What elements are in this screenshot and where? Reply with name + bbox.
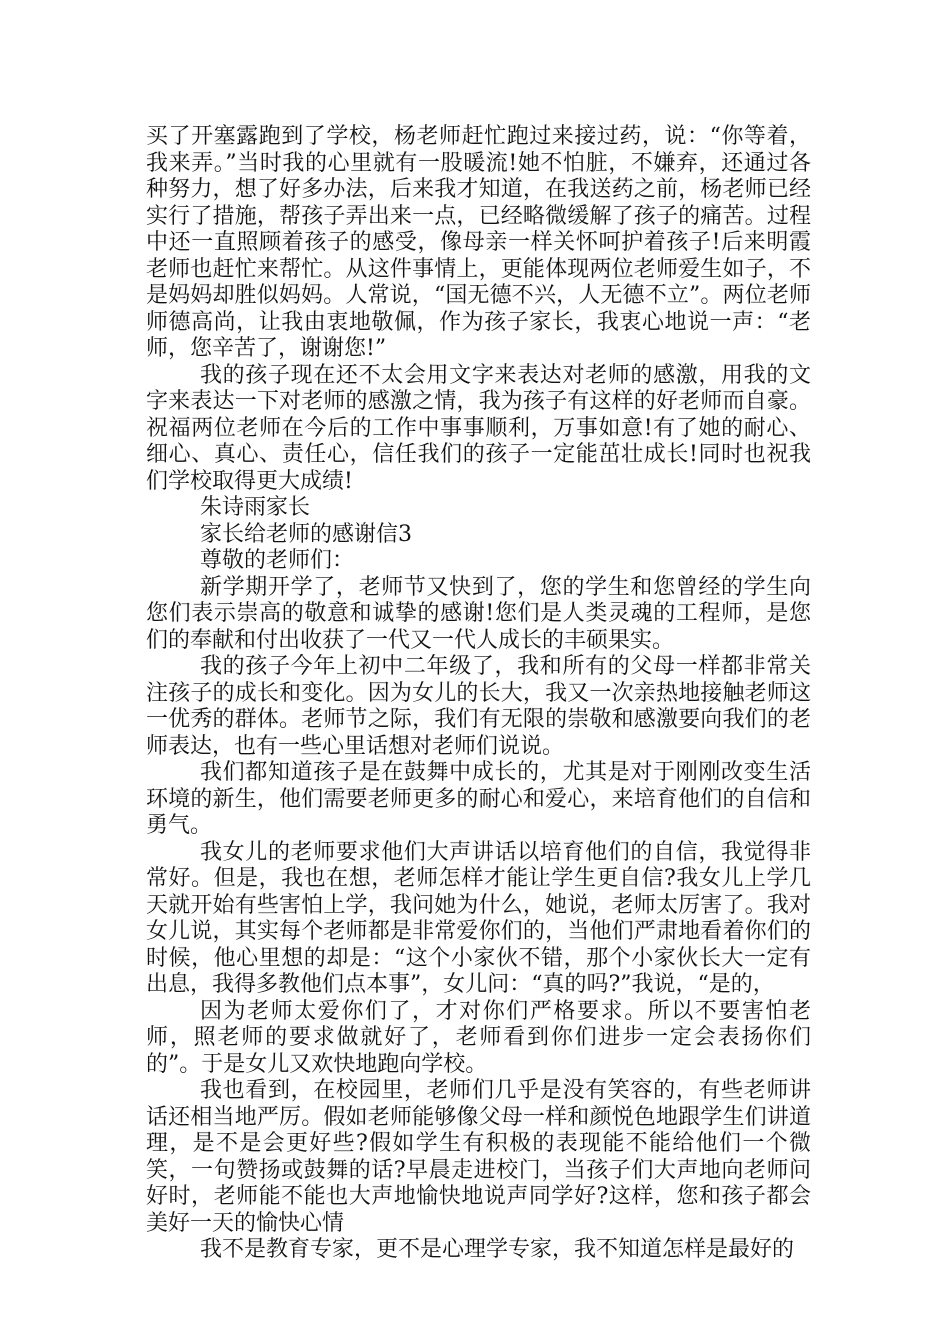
paragraph-4: 我的孩子今年上初中二年级了，我和所有的父母一样都非常关注孩子的成长和变化。因为女儿的长大，我又一次亲热地接触老师这一优秀的群体。老师节之际，我们有无限的崇敬和感激要向我们的老师表达，也有一些心里话想对老师们说说。 bbox=[146, 654, 811, 759]
paragraph-2: 我的孩子现在还不太会用文字来表达对老师的感激，用我的文字来表达一下对老师的感激之情，我为孩子有这样的好老师而自豪。祝福两位老师在今后的工作中事事顺利，万事如意!有了她的耐心、细心、真心、责任心，信任我们的孩子一定能茁壮成长!同时也祝我们学校取得更大成绩! bbox=[146, 362, 811, 494]
letter-title: 家长给老师的感谢信3 bbox=[200, 521, 412, 547]
document-body bbox=[146, 124, 811, 1264]
paragraph-7: 因为老师太爱你们了，才对你们严格要求。所以不要害怕老师，照老师的要求做就好了，老师看到你们进步一定会表扬你们的”。于是女儿又欢快地跑向学校。 bbox=[146, 998, 811, 1077]
paragraph-5: 我们都知道孩子是在鼓舞中成长的，尤其是对于刚刚改变生活环境的新生，他们需要老师更多的耐心和爱心，来培育他们的自信和勇气。 bbox=[146, 760, 811, 838]
signature-line: 朱诗雨家长 bbox=[200, 495, 311, 520]
paragraph-1: 买了开塞露跑到了学校，杨老师赶忙跑过来接过药，说：“你等着，我来弄。”当时我的心里就有一股暖流!她不怕脏，不嫌弃，还通过各种努力，想了好多办法，后来我才知道，在我送药之前，杨老师已经实行了措施，帮孩子弄出来一点，已经略微缓解了孩子的痛苦。过程中还一直照顾着孩子的感受，像母亲一样关怀呵护着孩子!后来明霞老师也赶忙来帮忙。从这件事情上，更能体现两位老师爱生如子，不是妈妈却胜似妈妈。人常说，“国无德不兴，人无德不立”。两位老师师德高尚，让我由衷地敬佩，作为孩子家长，我衷心地说一声：“老师，您辛苦了，谢谢您!” bbox=[146, 124, 811, 361]
salutation: 尊敬的老师们： bbox=[200, 548, 355, 573]
paragraph-6: 我女儿的老师要求他们大声讲话以培育他们的自信，我觉得非常好。但是，我也在想，老师怎样才能让学生更自信?我女儿上学几天就开始有些害怕上学，我问她为什么，她说，老师太厉害了。我对女儿说，其实每个老师都是非常爱你们的，当他们严肃地看着你们的时候，他心里想的却是：“这个小家伙不错，那个小家伙长大一定有出息，我得多教他们点本事”，女儿问：“真的吗?”我说，“是的， bbox=[146, 839, 811, 997]
paragraph-9: 我不是教育专家，更不是心理学专家，我不知道怎样是最好的 bbox=[200, 1237, 795, 1262]
paragraph-8: 我也看到，在校园里，老师们几乎是没有笑容的，有些老师讲话还相当地严厉。假如老师能够像父母一样和颜悦色地跟学生们讲道理，是不是会更好些?假如学生有积极的表现能不能给他们一个微笑，一句赞扬或鼓舞的话?早晨走进校门，当孩子们大声地向老师问好时，老师能不能也大声地愉快地说声同学好?这样，您和孩子都会美好一天的愉快心情 bbox=[146, 1078, 811, 1236]
paragraph-3: 新学期开学了，老师节又快到了，您的学生和您曾经的学生向您们表示崇高的敬意和诚挚的感谢!您们是人类灵魂的工程师，是您们的奉献和付出收获了一代又一代人成长的丰硕果实。 bbox=[146, 574, 811, 653]
